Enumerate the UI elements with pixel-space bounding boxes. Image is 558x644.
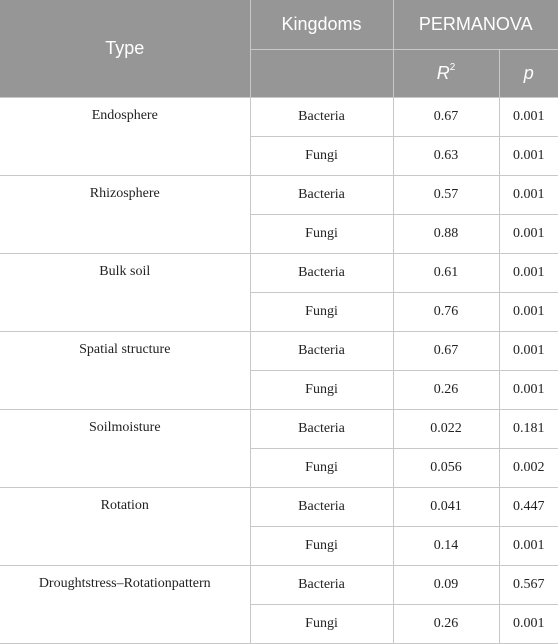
r2-cell: 0.76 — [393, 293, 499, 332]
kingdom-cell: Fungi — [250, 293, 393, 332]
table-header — [0, 0, 558, 98]
kingdom-cell: Bacteria — [250, 332, 393, 371]
p-value-cell: 0.567 — [499, 566, 558, 605]
type-cell: Rotation — [0, 488, 250, 566]
kingdom-cell: Bacteria — [250, 488, 393, 527]
r2-cell: 0.041 — [393, 488, 499, 527]
type-cell: Spatial structure — [0, 332, 250, 410]
r2-cell: 0.67 — [393, 98, 499, 137]
p-value-cell: 0.181 — [499, 410, 558, 449]
header-r2-base: R — [436, 63, 450, 83]
r2-cell: 0.67 — [393, 332, 499, 371]
r2-cell: 0.14 — [393, 527, 499, 566]
table-row — [0, 332, 558, 371]
kingdom-cell: Bacteria — [250, 176, 393, 215]
kingdom-cell: Fungi — [250, 215, 393, 254]
p-value-cell: 0.001 — [499, 176, 558, 215]
table-body — [0, 98, 558, 644]
p-value-cell: 0.001 — [499, 371, 558, 410]
r2-cell: 0.056 — [393, 449, 499, 488]
r2-cell: 0.26 — [393, 605, 499, 644]
table-row — [0, 566, 558, 605]
r2-cell: 0.26 — [393, 371, 499, 410]
p-value-cell: 0.001 — [499, 137, 558, 176]
kingdom-cell: Fungi — [250, 137, 393, 176]
kingdom-cell: Fungi — [250, 605, 393, 644]
p-value-cell: 0.001 — [499, 254, 558, 293]
type-cell: Soilmoisture — [0, 410, 250, 488]
table-row — [0, 488, 558, 527]
kingdom-cell: Fungi — [250, 527, 393, 566]
table-row — [0, 254, 558, 293]
r2-cell: 0.88 — [393, 215, 499, 254]
type-cell: Bulk soil — [0, 254, 250, 332]
p-value-cell: 0.001 — [499, 215, 558, 254]
type-cell: Droughtstress–Rotationpattern — [0, 566, 250, 644]
r2-cell: 0.63 — [393, 137, 499, 176]
p-value-cell: 0.001 — [499, 332, 558, 371]
p-value-cell: 0.001 — [499, 605, 558, 644]
kingdom-cell: Bacteria — [250, 566, 393, 605]
table-row — [0, 176, 558, 215]
table-row — [0, 98, 558, 137]
r2-cell: 0.022 — [393, 410, 499, 449]
header-r2-sup: 2 — [449, 62, 456, 73]
p-value-cell: 0.447 — [499, 488, 558, 527]
type-cell: Endosphere — [0, 98, 250, 176]
table-row — [0, 410, 558, 449]
kingdom-cell: Fungi — [250, 371, 393, 410]
r2-cell: 0.09 — [393, 566, 499, 605]
p-value-cell: 0.001 — [499, 293, 558, 332]
kingdom-cell: Bacteria — [250, 98, 393, 137]
header-type: Type — [0, 0, 250, 98]
p-value-cell: 0.002 — [499, 449, 558, 488]
kingdom-cell: Bacteria — [250, 410, 393, 449]
r2-cell: 0.61 — [393, 254, 499, 293]
header-permanova: PERMANOVA — [393, 0, 558, 50]
header-r2 — [393, 50, 499, 98]
header-kingdoms-sub — [250, 50, 393, 98]
header-p: p — [499, 50, 558, 98]
p-value-cell: 0.001 — [499, 527, 558, 566]
p-value-cell: 0.001 — [499, 98, 558, 137]
header-kingdoms: Kingdoms — [250, 0, 393, 50]
r2-cell: 0.57 — [393, 176, 499, 215]
kingdom-cell: Fungi — [250, 449, 393, 488]
type-cell: Rhizosphere — [0, 176, 250, 254]
kingdom-cell: Bacteria — [250, 254, 393, 293]
